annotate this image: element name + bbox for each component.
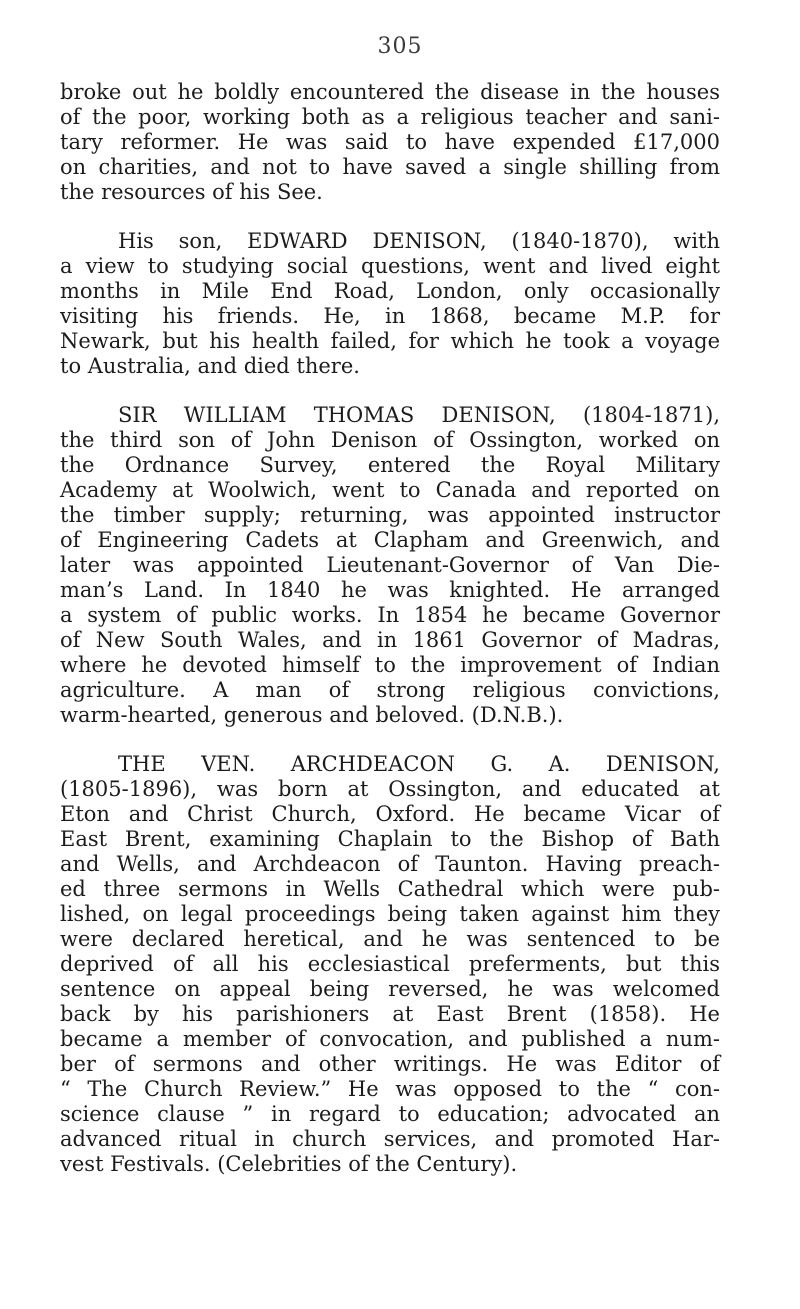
text-line: of New South Wales, and in 1861 Governor of Madras,	[60, 628, 720, 652]
body-text	[60, 80, 720, 1177]
paragraph-4	[60, 752, 720, 1177]
text-line: were declared heretical, and he was sentenced to be	[60, 927, 720, 951]
paragraph-gap	[60, 205, 720, 229]
text-line: East Brent, examining Chaplain to the Bishop of Bath	[60, 827, 720, 851]
text-line: His son, EDWARD DENISON, (1840-1870), with	[118, 229, 720, 253]
text-line: (1805-1896), was born at Ossington, and educated at	[60, 777, 720, 801]
text-line: a view to studying social questions, went and lived eight	[60, 254, 720, 278]
paragraph-gap	[60, 728, 720, 752]
text-line: of the poor, working both as a religious teacher and sani-	[60, 105, 720, 129]
text-line: Eton and Christ Church, Oxford. He became Vicar of	[60, 802, 720, 826]
text-line: became a member of convocation, and published a num-	[60, 1027, 720, 1051]
paragraph-1	[60, 80, 720, 205]
text-line: the resources of his See.	[60, 180, 323, 204]
text-line: deprived of all his ecclesiastical preferments, but this	[60, 952, 720, 976]
text-line: lished, on legal proceedings being taken against him they	[60, 902, 720, 926]
text-line: SIR WILLIAM THOMAS DENISON, (1804-1871),	[118, 403, 720, 427]
text-line: later was appointed Lieutenant-Governor of Van Die-	[60, 553, 720, 577]
text-line: sentence on appeal being reversed, he was welcomed	[60, 977, 720, 1001]
text-line: ber of sermons and other writings. He was Editor of	[60, 1052, 720, 1076]
text-line: tary reformer. He was said to have expended £17,000	[60, 130, 720, 154]
text-line: visiting his friends. He, in 1868, became M.P. for	[60, 304, 720, 328]
text-line: “ The Church Review.” He was opposed to the “ con-	[60, 1077, 720, 1101]
paragraph-2	[60, 229, 720, 379]
text-line: and Wells, and Archdeacon of Taunton. Having preach-	[60, 852, 720, 876]
text-line: months in Mile End Road, London, only occasionally	[60, 279, 720, 303]
text-line: vest Festivals. (Celebrities of the Century).	[60, 1152, 518, 1176]
text-line: advanced ritual in church services, and promoted Har-	[60, 1127, 720, 1151]
text-line: man’s Land. In 1840 he was knighted. He arranged	[60, 578, 720, 602]
page-number: 305	[377, 34, 423, 59]
text-line: the third son of John Denison of Ossington, worked on	[60, 428, 720, 452]
text-line: the timber supply; returning, was appointed instructor	[60, 503, 720, 527]
text-line: to Australia, and died there.	[60, 354, 360, 378]
text-line: a system of public works. In 1854 he became Governor	[60, 603, 720, 627]
text-line: broke out he boldly encountered the disease in the houses	[60, 80, 720, 104]
paragraph-gap	[60, 379, 720, 403]
text-line: of Engineering Cadets at Clapham and Greenwich, and	[60, 528, 720, 552]
text-line: Academy at Woolwich, went to Canada and reported on	[60, 478, 720, 502]
text-line: on charities, and not to have saved a single shilling from	[60, 155, 720, 179]
text-line: ed three sermons in Wells Cathedral which were pub-	[60, 877, 720, 901]
text-line: warm-hearted, generous and beloved. (D.N.B.).	[60, 703, 564, 727]
text-line: the Ordnance Survey, entered the Royal Military	[60, 453, 720, 477]
text-line: Newark, but his health failed, for which he took a voyage	[60, 329, 720, 353]
text-line: agriculture. A man of strong religious convictions,	[60, 678, 720, 702]
paragraph-3	[60, 403, 720, 728]
text-line: THE VEN. ARCHDEACON G. A. DENISON,	[118, 752, 720, 776]
text-line: where he devoted himself to the improvement of Indian	[60, 653, 720, 677]
text-line: science clause ” in regard to education; advocated an	[60, 1102, 720, 1126]
text-line: back by his parishioners at East Brent (1858). He	[60, 1002, 720, 1026]
